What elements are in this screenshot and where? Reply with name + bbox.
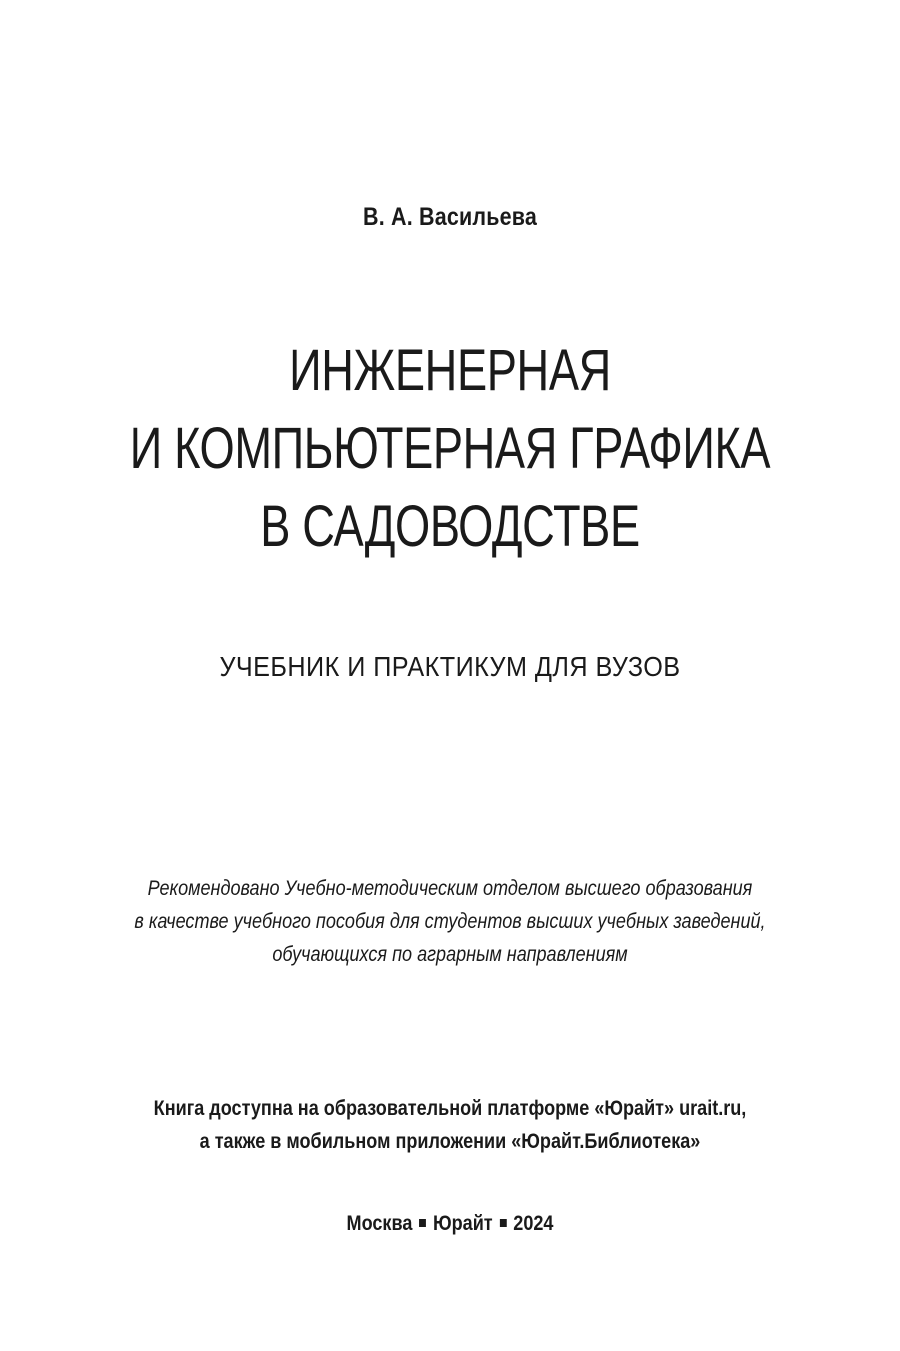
square-separator-icon [500,1219,507,1227]
imprint-year: 2024 [513,1212,554,1235]
book-subtitle: УЧЕБНИК И ПРАКТИКУМ ДЛЯ ВУЗОВ [219,651,681,682]
title-line: И КОМПЬЮТЕРНАЯ ГРАФИКА [129,416,771,481]
imprint-city: Москва [346,1212,413,1235]
availability-line: Книга доступна на образовательной платформе «Юрайт» urait.ru, [153,1097,747,1120]
square-separator-icon [419,1219,426,1227]
author-name: В. А. Васильева [363,203,537,231]
title-line: В САДОВОДСТВЕ [260,494,640,559]
book-title [99,332,801,566]
availability-note [63,1092,837,1158]
imprint-publisher: Юрайт [433,1212,493,1235]
availability-line: а также в мобильном приложении «Юрайт.Библиотека» [199,1130,701,1153]
recommendation-line: в качестве учебного пособия для студентов высших учебных заведений, [134,910,766,933]
recommendation-line: Рекомендовано Учебно-методическим отделом высшего образования [147,877,753,900]
imprint [63,1212,837,1236]
recommendation-line: обучающихся по аграрным направлениям [272,943,628,966]
title-line: ИНЖЕНЕРНАЯ [289,338,611,403]
recommendation-note [63,872,837,971]
